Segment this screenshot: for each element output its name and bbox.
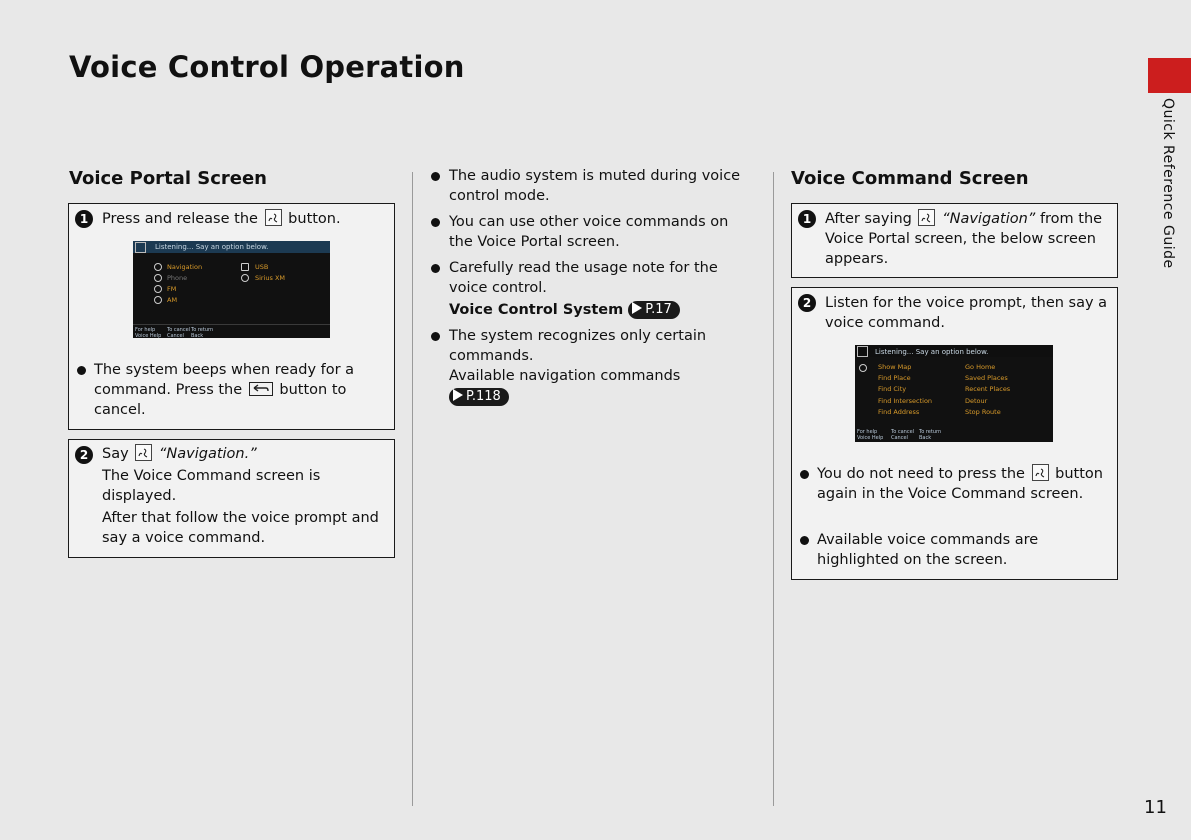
screen-item: USB <box>255 263 269 271</box>
bullet-dot <box>800 536 809 545</box>
screen-footer-item: For help Voice Help <box>135 327 162 338</box>
step1-box-right <box>791 203 1118 278</box>
page-title: Voice Control Operation <box>69 50 465 84</box>
middle-bullet: The system recognizes only certain commands. <box>449 328 707 364</box>
am-icon <box>154 296 162 304</box>
step2-box-right <box>791 287 1118 580</box>
step2-bullet-text: Available voice commands are highlighted on the screen. <box>817 532 1039 568</box>
step1-text: Press and release the button. <box>102 211 341 227</box>
step-number: 1 <box>75 210 93 228</box>
screen-item: Find City <box>878 385 907 393</box>
talk-button-icon <box>135 444 152 461</box>
column-divider-left <box>412 172 413 806</box>
step-number: 1 <box>798 210 816 228</box>
page-number: 11 <box>1144 797 1167 818</box>
arrow-right-icon <box>453 389 463 401</box>
back-button-icon <box>249 382 273 396</box>
phone-icon <box>154 274 162 282</box>
talk-button-icon <box>265 209 282 226</box>
talk-icon <box>857 346 868 357</box>
screen-item: Saved Places <box>965 374 1008 382</box>
talk-button-icon <box>1032 464 1049 481</box>
middle-bullet: Carefully read the usage note for the voice control. <box>449 260 718 296</box>
satellite-icon <box>241 274 249 282</box>
navigation-commands-ref <box>449 387 509 407</box>
voice-control-system-ref: Voice Control System P.17 <box>449 300 680 320</box>
voice-command-screen-image <box>855 345 1053 442</box>
screen-footer-separator <box>133 324 330 325</box>
side-label: Quick Reference Guide <box>1160 98 1176 269</box>
screen-footer-item: For help Voice Help <box>857 429 884 441</box>
screen-footer-item: To cancel Cancel <box>167 327 191 338</box>
step1-box-left <box>68 203 395 430</box>
side-tab-marker <box>1148 58 1191 93</box>
bullet-dot <box>800 470 809 479</box>
screen-header-text: Listening... Say an option below. <box>155 243 269 251</box>
bullet-dot <box>431 332 440 341</box>
step2-say-line: Say “Navigation.” <box>102 446 257 462</box>
bullet-dot <box>431 264 440 273</box>
screen-item: Detour <box>965 397 988 405</box>
step-number: 2 <box>798 294 816 312</box>
step1-bullet-text: The system beeps when ready for a command. Press the button to cancel. <box>94 362 355 418</box>
bullet-dot <box>431 172 440 181</box>
middle-bullet: The audio system is muted during voice control mode. <box>449 168 741 204</box>
voice-command-title: Voice Command Screen <box>791 168 1029 189</box>
screen-item: Find Intersection <box>878 397 933 405</box>
screen-item: Sirius XM <box>255 274 286 282</box>
step2-text: Listen for the voice prompt, then say a voice command. <box>825 295 1108 331</box>
usb-icon <box>241 263 249 271</box>
screen-header-text: Listening... Say an option below. <box>875 348 989 356</box>
talk-icon <box>135 242 146 253</box>
screen-item: AM <box>167 296 178 304</box>
screen-footer-item: To return Back <box>191 327 214 338</box>
step2-text: After that follow the voice prompt and say a voice command. <box>102 510 379 546</box>
column-divider-right <box>773 172 774 806</box>
step-number: 2 <box>75 446 93 464</box>
step2-bullet-text: You do not need to press the button again in the Voice Command screen. <box>817 466 1103 502</box>
screen-item: Phone <box>167 274 188 282</box>
page-ref-link[interactable]: P.17 <box>628 301 680 319</box>
bullet-dot <box>77 366 86 375</box>
screen-item: Find Place <box>878 374 911 382</box>
middle-sub-text: Available navigation commands <box>449 368 681 384</box>
page-ref-link[interactable]: P.118 <box>449 388 509 406</box>
screen-item: Stop Route <box>965 408 1001 416</box>
screen-item: Recent Places <box>965 385 1011 393</box>
talk-button-icon <box>918 209 935 226</box>
voice-portal-title: Voice Portal Screen <box>69 168 267 189</box>
screen-item: Go Home <box>965 363 996 371</box>
arrow-right-icon <box>632 302 642 314</box>
step2-text: The Voice Command screen is displayed. <box>102 468 321 504</box>
screen-item: Find Address <box>878 408 920 416</box>
screen-item: Navigation <box>167 263 203 271</box>
middle-bullet: You can use other voice commands on the Voice Portal screen. <box>449 214 729 250</box>
step2-box-left <box>68 439 395 558</box>
voice-portal-screen-image <box>133 241 330 338</box>
bullet-dot <box>431 218 440 227</box>
screen-item: Show Map <box>878 363 912 371</box>
navigation-icon <box>859 364 867 372</box>
fm-icon <box>154 285 162 293</box>
step1-text: After saying “Navigation” from the Voice Portal screen, the below screen appears. <box>825 211 1103 267</box>
screen-item: FM <box>167 285 177 293</box>
navigation-icon <box>154 263 162 271</box>
screen-footer-item: To return Back <box>919 429 942 441</box>
screen-footer-item: To cancel Cancel <box>891 429 915 441</box>
